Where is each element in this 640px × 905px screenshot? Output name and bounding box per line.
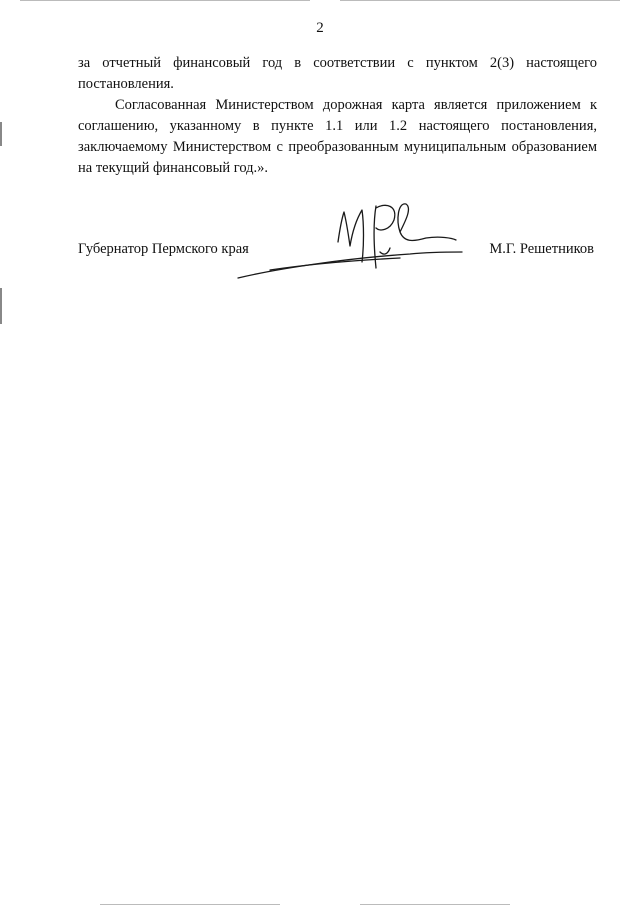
signatory-position: Губернатор Пермского края	[78, 241, 249, 257]
scan-margin-mark	[0, 122, 2, 146]
signatory-name: М.Г. Решетников	[489, 241, 594, 257]
signature-block	[78, 241, 597, 263]
document-body	[78, 53, 597, 179]
page-number: 2	[316, 20, 324, 36]
scan-edge-top	[340, 0, 620, 1]
paragraph: за отчетный финансовый год в соответствии с пунктом 2(3) настоящего постановления.	[78, 55, 597, 92]
scan-edge-top	[20, 0, 310, 1]
paragraph: Согласованная Министерством дорожная карта является приложением к соглашению, указанному в пункте 1.1 или 1.2 настоящего постановления, заключаемому Министерством с преобразованным муниципальным образованием на текущий финансовый год.».	[78, 97, 597, 176]
scan-margin-mark	[0, 288, 2, 324]
